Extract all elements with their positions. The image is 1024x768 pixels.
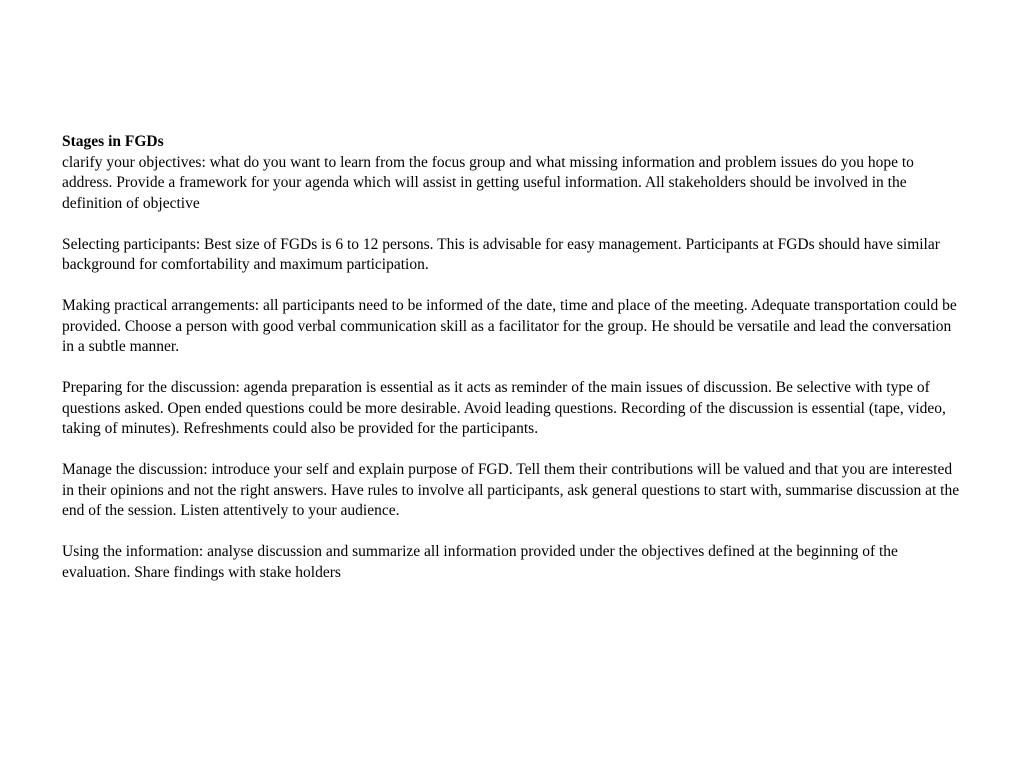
- slide-content: [62, 132, 962, 583]
- slide-title: Stages in FGDs: [62, 133, 164, 150]
- paragraph-using-information: Using the information: analyse discussion and summarize all information provided under the objectives defined at the beginning of the evaluation. Share findings with stake holders: [62, 543, 898, 581]
- paragraph-clarify-objectives: clarify your objectives: what do you want to learn from the focus group and what missing information and problem issues do you hope to address. Provide a framework for your agenda which will assist in getting useful information. All stakeholders should be involved in the definition of objective: [62, 153, 914, 212]
- paragraph-preparing-discussion: Preparing for the discussion: agenda preparation is essential as it acts as reminder of the main issues of discussion. Be selective with type of questions asked. Open ended questions could be more desirable. Avoid leading questions. Recording of the discussion is essential (tape, video, taking of minutes). Refreshments could also be provided for the participants.: [62, 379, 946, 437]
- paragraph-manage-discussion: Manage the discussion: introduce your self and explain purpose of FGD. Tell them their contributions will be valued and that you are interested in their opinions and not the right answers. Have rules to involve all participants, ask general questions to start with, summarise discussion at the end of the session. Listen attentively to your audience.: [62, 461, 960, 519]
- paragraph-selecting-participants: Selecting participants: Best size of FGDs is 6 to 12 persons. This is advisable for easy management. Participants at FGDs should have similar background for comfortability and maximum participation.: [62, 235, 940, 273]
- paragraph-practical-arrangements: Making practical arrangements: all participants need to be informed of the date, time and place of the meeting. Adequate transportation could be provided. Choose a person with good verbal communication skill as a facilitator for the group. He should be versatile and lead the conversation in a subtle manner.: [62, 297, 957, 355]
